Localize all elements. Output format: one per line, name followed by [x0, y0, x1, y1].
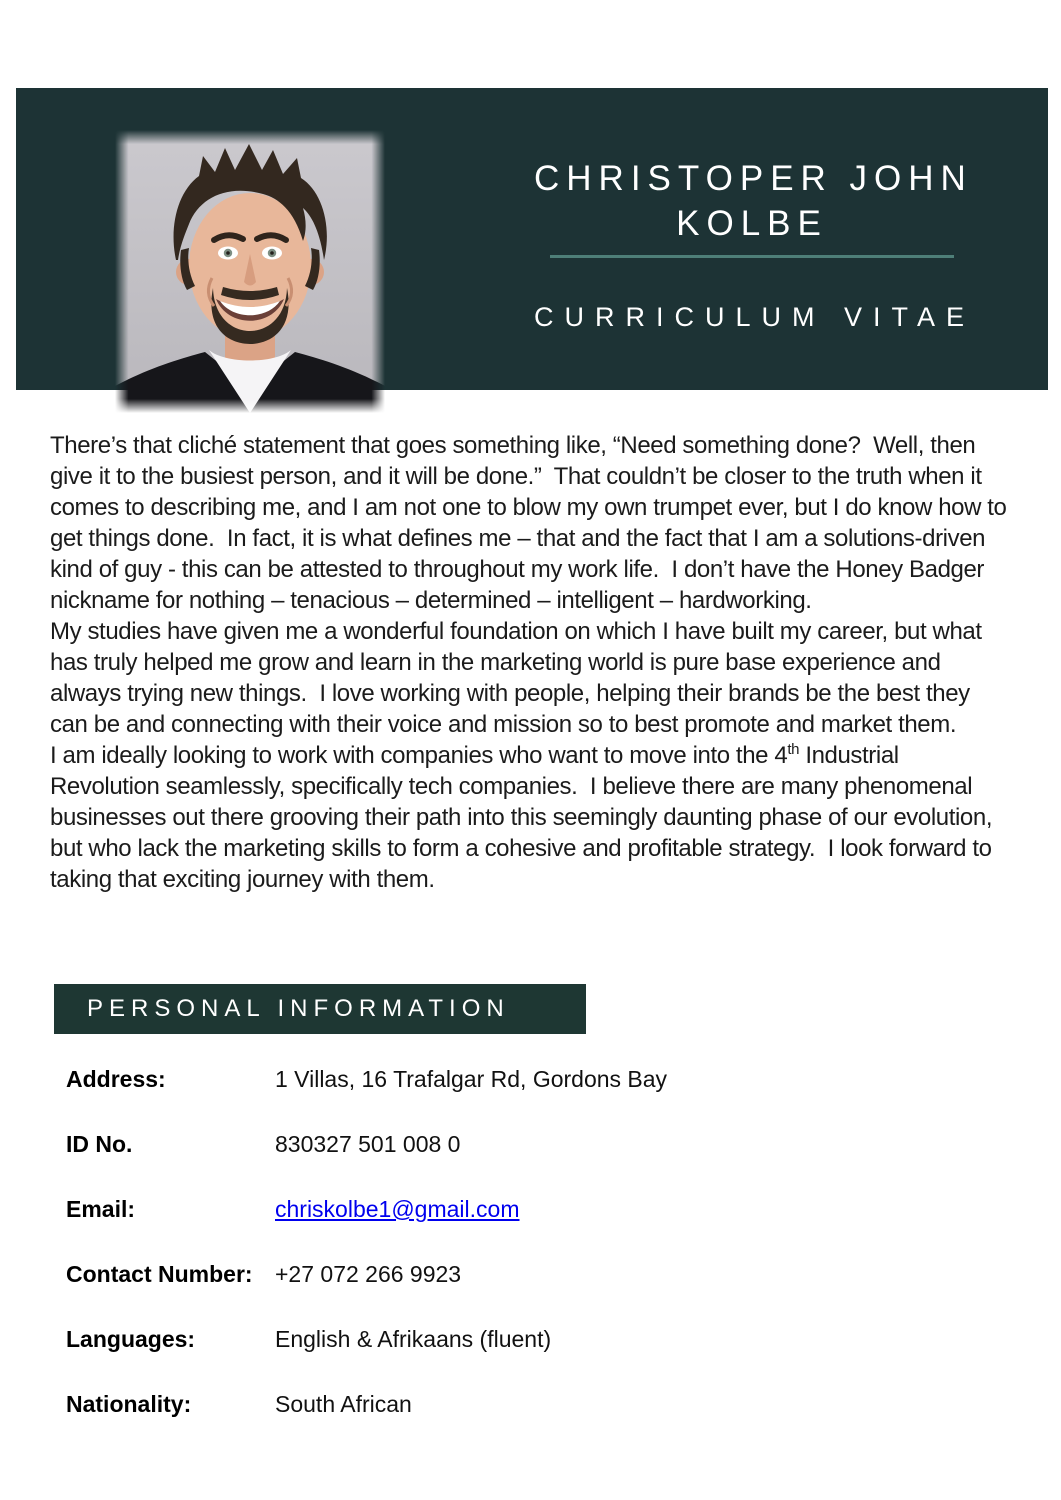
languages-value: English & Afrikaans (fluent) — [275, 1326, 552, 1352]
summary-paragraph-2: My studies have given me a wonderful foundation on which I have built my career, but what has truly helped me grow and learn in the marketing world is pure base experience and always trying new things. I love working with people, helping their brands be the best they can be and connecting with their voice and mission so to best promote and market them. — [50, 618, 988, 738]
id-number-value: 830327 501 008 0 — [275, 1131, 461, 1157]
info-row-languages — [66, 1326, 966, 1353]
title-divider — [550, 255, 954, 258]
info-row-email — [66, 1196, 966, 1223]
header-band — [16, 88, 1048, 390]
email-link[interactable]: chriskolbe1@gmail.com — [275, 1196, 520, 1222]
info-row-address — [66, 1066, 966, 1093]
nationality-label: Nationality: — [66, 1391, 192, 1417]
portrait-photo-icon — [115, 130, 385, 413]
info-row-contact-number — [66, 1261, 966, 1288]
contact-number-label: Contact Number: — [66, 1261, 253, 1287]
summary-section — [50, 430, 1012, 895]
languages-label: Languages: — [66, 1326, 196, 1352]
info-row-id-number — [66, 1131, 966, 1158]
summary-p3-text: I am ideally looking to work with companies who want to move into the 4 — [50, 742, 788, 769]
nationality-value: South African — [275, 1391, 412, 1417]
info-row-nationality — [66, 1391, 966, 1418]
id-number-label: ID No. — [66, 1131, 133, 1157]
candidate-name-line1: CHRISTOPER JOHN — [534, 159, 973, 198]
address-value: 1 Villas, 16 Trafalgar Rd, Gordons Bay — [275, 1066, 668, 1092]
profile-photo — [115, 130, 385, 413]
personal-information-fields — [66, 1066, 966, 1456]
summary-p3-superscript: th — [787, 741, 800, 758]
summary-p3-text-after: Industrial Revolution seamlessly, specifically tech companies. I believe there are many phenomenal businesses out there grooving their path into this seemingly daunting phase of our evolution, but who lack the marketing skills to form a cohesive and profitable strategy. I look forward to taking that exciting journey with them. — [50, 742, 999, 893]
email-label: Email: — [66, 1196, 136, 1222]
title-block — [534, 156, 976, 334]
address-label: Address: — [66, 1066, 166, 1092]
personal-information-header: PERSONAL INFORMATION — [54, 984, 586, 1034]
contact-number-value: +27 072 266 9923 — [275, 1261, 462, 1287]
cv-subtitle: CURRICULUM VITAE — [534, 302, 976, 332]
candidate-name-line2: KOLBE — [676, 204, 828, 243]
summary-paragraph-1: There’s that cliché statement that goes something like, “Need something done? Well, then give it to the busiest person, and it will be done.” That couldn’t be closer to the truth when it comes to describing me, and I am not one to blow my own trumpet ever, but I do know how to get things done. In fact, it is what defines me – that and the fact that I am a solutions-driven kind of guy - this can be attested to throughout my work life. I don’t have the Honey Badger nickname for nothing – tenacious – determined – intelligent – hardworking. — [50, 432, 1013, 614]
summary-paragraph-3 — [50, 740, 1012, 895]
